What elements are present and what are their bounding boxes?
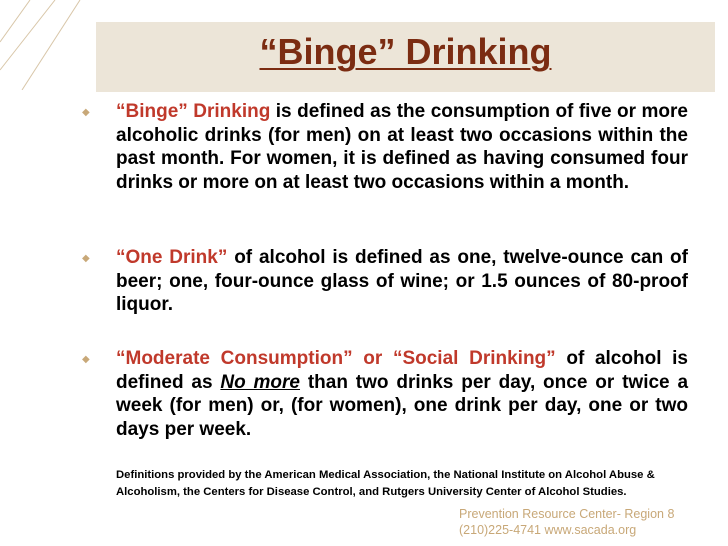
bullet-moderate-consumption <box>116 347 688 441</box>
term-one-drink: “One Drink” <box>116 247 228 268</box>
term-moderate-consumption: “Moderate Consumption” or “Social Drinking” <box>116 348 556 369</box>
bullet-icon: ◆ <box>82 107 90 118</box>
footer-organization: Prevention Resource Center- Region 8 <box>459 507 675 521</box>
term-binge-drinking: “Binge” Drinking <box>116 101 271 122</box>
source-note: Definitions provided by the American Medical Association, the National Institute on Alcohol Abuse & Alcoholism, the Centers for Disease Control, and Rutgers University Center of Alcohol Studies. <box>116 469 655 498</box>
definition-binge-drinking: is defined as the consumption of five or more alcoholic drinks (for men) on at least two occasions within the past month. For women, it is defined as having consumed four drinks or more on at least two occasions within a month. <box>116 101 688 193</box>
bullet-one-drink <box>116 246 688 317</box>
corner-decoration <box>0 0 110 90</box>
definition-moderate-part1: of alcohol is defined as <box>116 348 688 393</box>
slide-title: “Binge” Drinking <box>259 31 552 72</box>
definition-moderate-part2: than two drinks per day, once or twice a week (for men) or, (for women), one drink per day, one or two days per week. <box>116 371 689 440</box>
footer-contact: (210)225-4741 www.sacada.org <box>459 523 637 537</box>
bullet-binge-drinking <box>116 100 688 194</box>
emphasis-no-more: No more <box>220 371 301 393</box>
bullet-icon: ◆ <box>82 354 90 365</box>
bullet-icon: ◆ <box>82 253 90 264</box>
definition-one-drink: of alcohol is defined as one, twelve-ounce can of beer; one, four-ounce glass of wine; or 1.5 ounces of 80-proof liquor. <box>116 247 688 315</box>
footer <box>459 506 674 538</box>
